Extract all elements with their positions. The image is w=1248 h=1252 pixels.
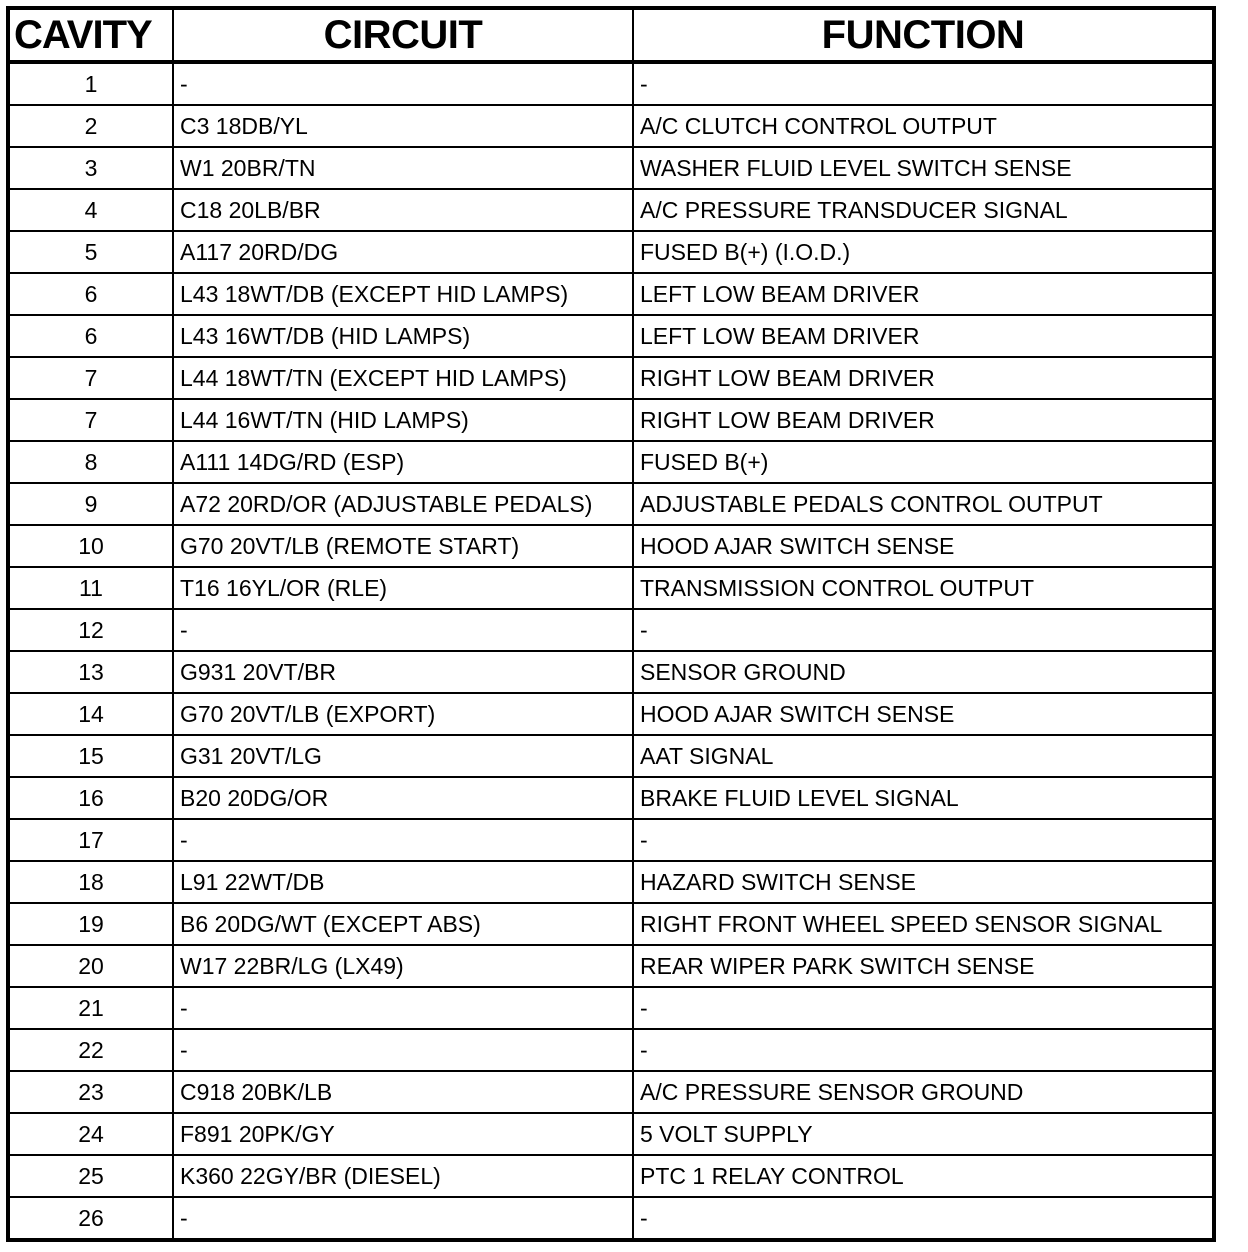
circuit-cell: -: [173, 1029, 633, 1071]
cavity-cell: 22: [8, 1029, 173, 1071]
cavity-cell: 20: [8, 945, 173, 987]
function-cell: 5 VOLT SUPPLY: [633, 1113, 1214, 1155]
connector-pinout-table-container: [6, 6, 1212, 1246]
circuit-cell: L43 18WT/DB (EXCEPT HID LAMPS): [173, 273, 633, 315]
cavity-cell: 24: [8, 1113, 173, 1155]
circuit-cell: L43 16WT/DB (HID LAMPS): [173, 315, 633, 357]
cavity-cell: 2: [8, 105, 173, 147]
circuit-cell: -: [173, 1197, 633, 1240]
function-cell: LEFT LOW BEAM DRIVER: [633, 273, 1214, 315]
function-cell: TRANSMISSION CONTROL OUTPUT: [633, 567, 1214, 609]
function-cell: RIGHT FRONT WHEEL SPEED SENSOR SIGNAL: [633, 903, 1214, 945]
circuit-cell: T16 16YL/OR (RLE): [173, 567, 633, 609]
table-row: [8, 1071, 1214, 1113]
function-cell: REAR WIPER PARK SWITCH SENSE: [633, 945, 1214, 987]
table-row: [8, 315, 1214, 357]
table-row: [8, 525, 1214, 567]
table-row: [8, 273, 1214, 315]
function-cell: -: [633, 987, 1214, 1029]
cavity-cell: 7: [8, 357, 173, 399]
function-cell: -: [633, 609, 1214, 651]
function-cell: HOOD AJAR SWITCH SENSE: [633, 693, 1214, 735]
circuit-cell: W1 20BR/TN: [173, 147, 633, 189]
function-cell: HAZARD SWITCH SENSE: [633, 861, 1214, 903]
circuit-cell: A117 20RD/DG: [173, 231, 633, 273]
circuit-cell: L44 18WT/TN (EXCEPT HID LAMPS): [173, 357, 633, 399]
table-row: [8, 693, 1214, 735]
table-row: [8, 231, 1214, 273]
function-cell: A/C PRESSURE SENSOR GROUND: [633, 1071, 1214, 1113]
table-row: [8, 1029, 1214, 1071]
table-row: [8, 1155, 1214, 1197]
cavity-cell: 8: [8, 441, 173, 483]
function-cell: -: [633, 819, 1214, 861]
table-row: [8, 861, 1214, 903]
circuit-cell: L44 16WT/TN (HID LAMPS): [173, 399, 633, 441]
circuit-cell: -: [173, 819, 633, 861]
function-cell: ADJUSTABLE PEDALS CONTROL OUTPUT: [633, 483, 1214, 525]
cavity-cell: 4: [8, 189, 173, 231]
table-row: [8, 735, 1214, 777]
connector-pinout-table: [6, 6, 1216, 1242]
cavity-cell: 7: [8, 399, 173, 441]
function-cell: AAT SIGNAL: [633, 735, 1214, 777]
header-function: FUNCTION: [633, 8, 1214, 62]
function-cell: PTC 1 RELAY CONTROL: [633, 1155, 1214, 1197]
function-cell: -: [633, 1029, 1214, 1071]
cavity-cell: 14: [8, 693, 173, 735]
cavity-cell: 11: [8, 567, 173, 609]
function-cell: FUSED B(+) (I.O.D.): [633, 231, 1214, 273]
header-circuit: CIRCUIT: [173, 8, 633, 62]
table-row: [8, 105, 1214, 147]
table-row: [8, 1113, 1214, 1155]
circuit-cell: -: [173, 62, 633, 105]
table-row: [8, 189, 1214, 231]
table-row: [8, 567, 1214, 609]
table-row: [8, 903, 1214, 945]
table-row: [8, 1197, 1214, 1240]
circuit-cell: L91 22WT/DB: [173, 861, 633, 903]
circuit-cell: G70 20VT/LB (REMOTE START): [173, 525, 633, 567]
function-cell: A/C PRESSURE TRANSDUCER SIGNAL: [633, 189, 1214, 231]
cavity-cell: 6: [8, 273, 173, 315]
header-row: [8, 8, 1214, 62]
function-cell: -: [633, 62, 1214, 105]
cavity-cell: 5: [8, 231, 173, 273]
circuit-cell: G31 20VT/LG: [173, 735, 633, 777]
cavity-cell: 12: [8, 609, 173, 651]
circuit-cell: K360 22GY/BR (DIESEL): [173, 1155, 633, 1197]
function-cell: RIGHT LOW BEAM DRIVER: [633, 357, 1214, 399]
table-row: [8, 441, 1214, 483]
cavity-cell: 16: [8, 777, 173, 819]
header-cavity: CAVITY: [8, 8, 173, 62]
table-row: [8, 777, 1214, 819]
cavity-cell: 26: [8, 1197, 173, 1240]
function-cell: -: [633, 1197, 1214, 1240]
function-cell: HOOD AJAR SWITCH SENSE: [633, 525, 1214, 567]
circuit-cell: B6 20DG/WT (EXCEPT ABS): [173, 903, 633, 945]
function-cell: SENSOR GROUND: [633, 651, 1214, 693]
function-cell: RIGHT LOW BEAM DRIVER: [633, 399, 1214, 441]
cavity-cell: 6: [8, 315, 173, 357]
table-body: [8, 62, 1214, 1240]
cavity-cell: 3: [8, 147, 173, 189]
circuit-cell: C18 20LB/BR: [173, 189, 633, 231]
cavity-cell: 10: [8, 525, 173, 567]
circuit-cell: C918 20BK/LB: [173, 1071, 633, 1113]
circuit-cell: A72 20RD/OR (ADJUSTABLE PEDALS): [173, 483, 633, 525]
cavity-cell: 18: [8, 861, 173, 903]
function-cell: BRAKE FLUID LEVEL SIGNAL: [633, 777, 1214, 819]
cavity-cell: 13: [8, 651, 173, 693]
circuit-cell: W17 22BR/LG (LX49): [173, 945, 633, 987]
cavity-cell: 17: [8, 819, 173, 861]
circuit-cell: B20 20DG/OR: [173, 777, 633, 819]
cavity-cell: 15: [8, 735, 173, 777]
table-row: [8, 987, 1214, 1029]
function-cell: LEFT LOW BEAM DRIVER: [633, 315, 1214, 357]
table-row: [8, 62, 1214, 105]
table-row: [8, 819, 1214, 861]
circuit-cell: G931 20VT/BR: [173, 651, 633, 693]
cavity-cell: 25: [8, 1155, 173, 1197]
cavity-cell: 1: [8, 62, 173, 105]
cavity-cell: 19: [8, 903, 173, 945]
function-cell: A/C CLUTCH CONTROL OUTPUT: [633, 105, 1214, 147]
circuit-cell: G70 20VT/LB (EXPORT): [173, 693, 633, 735]
table-row: [8, 147, 1214, 189]
table-row: [8, 483, 1214, 525]
function-cell: WASHER FLUID LEVEL SWITCH SENSE: [633, 147, 1214, 189]
table-row: [8, 945, 1214, 987]
table-row: [8, 651, 1214, 693]
cavity-cell: 9: [8, 483, 173, 525]
table-row: [8, 399, 1214, 441]
circuit-cell: -: [173, 609, 633, 651]
table-row: [8, 609, 1214, 651]
circuit-cell: F891 20PK/GY: [173, 1113, 633, 1155]
cavity-cell: 21: [8, 987, 173, 1029]
circuit-cell: -: [173, 987, 633, 1029]
circuit-cell: C3 18DB/YL: [173, 105, 633, 147]
function-cell: FUSED B(+): [633, 441, 1214, 483]
cavity-cell: 23: [8, 1071, 173, 1113]
table-row: [8, 357, 1214, 399]
circuit-cell: A111 14DG/RD (ESP): [173, 441, 633, 483]
